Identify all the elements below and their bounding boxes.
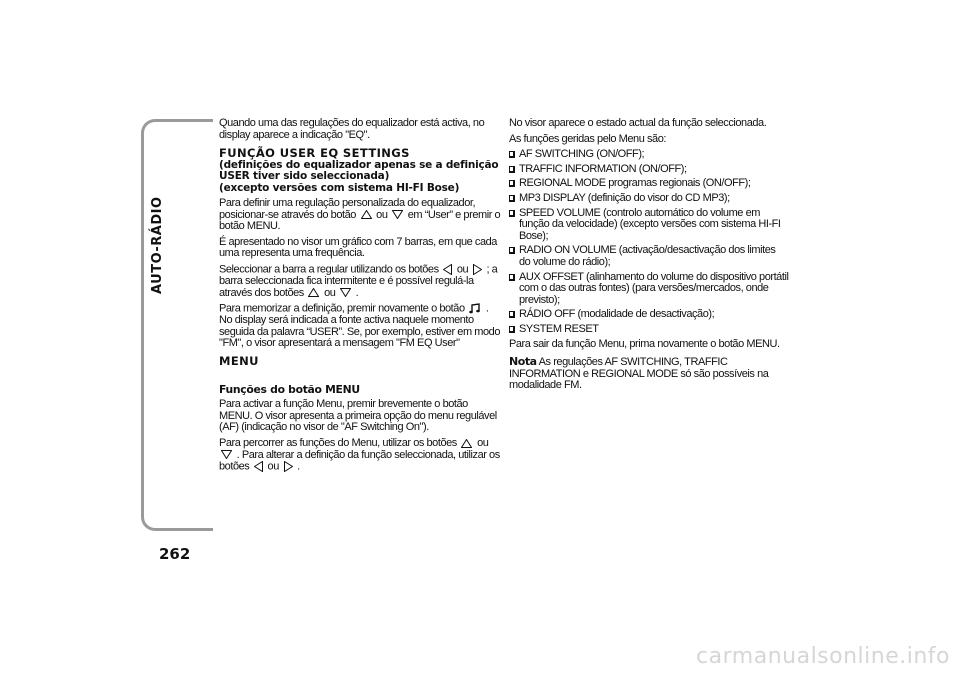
user-eq-paragraph-3: Seleccionar a barra a regular utilizando os botões ou ; a barra seleccionada fica intermitente e é possível regulá-la através dos botões ou . xyxy=(219,263,498,299)
down-triangle-icon xyxy=(392,210,403,219)
list-item: TRAFFIC INFORMATION (ON/OFF); xyxy=(509,164,789,176)
exit-menu-paragraph: Para sair da função Menu, prima novamente o botão MENU. xyxy=(509,337,780,350)
list-item: AUX OFFSET (alinhamento do volume do dispositivo portátil com o das outras fontes) (para versões/mercados, onde previsto); xyxy=(509,272,789,307)
checkbox-bullet-icon xyxy=(509,195,515,202)
eq-paragraph: Quando uma das regulações do equalizador está activa, no display aparece a indicação "EQ". xyxy=(219,117,485,141)
menu-state-paragraph: No visor aparece o estado actual da função seleccionada. xyxy=(509,117,767,129)
left-triangle-icon xyxy=(254,461,263,472)
list-item: SPEED VOLUME (controlo automático do volume em função da velocidade) (excepto versões com sistema HI-FI Bose); xyxy=(509,208,789,243)
margin-bracket xyxy=(141,119,213,531)
watermark: carmanualsonline.info xyxy=(696,644,950,669)
checkbox-bullet-icon xyxy=(509,326,515,333)
right-triangle-icon xyxy=(284,461,293,472)
menu-functions-heading: Funções do botão MENU xyxy=(219,382,360,396)
list-item: REGIONAL MODE programas regionais (ON/OFF); xyxy=(509,178,789,190)
user-eq-paragraph-1: Para definir uma regulação personalizada do equalizador, posicionar-se através do botão ou em “User” e premir o botão MENU. xyxy=(219,197,501,233)
checkbox-bullet-icon xyxy=(509,151,515,158)
list-item: MP3 DISPLAY (definição do visor do CD MP3); xyxy=(509,193,789,205)
user-eq-paragraph-4: Para memorizar a definição, premir novamente o botão . No display será indicada a fonte activa naquele momento seguida da palavra “USER”. Se, por exemplo, estiver em modo "FM", o visor apresentará a mensagem "FM EQ User" xyxy=(219,302,500,350)
left-triangle-icon xyxy=(443,264,452,275)
section-side-title: AUTO-RÁDIO xyxy=(150,196,165,294)
note-label: Nota xyxy=(509,355,537,369)
page-number: 262 xyxy=(159,545,191,563)
up-triangle-icon xyxy=(461,439,472,448)
user-eq-subheading-2: (excepto versões com sistema HI-FI Bose) xyxy=(219,181,460,194)
music-note-icon xyxy=(469,303,481,314)
user-eq-heading: FUNÇÃO USER EQ SETTINGS xyxy=(219,146,410,161)
up-triangle-icon xyxy=(361,210,372,219)
note-text: As regulações AF SWITCHING, TRAFFIC INFORMATION e REGIONAL MODE só são possíveis na modalidade FM. xyxy=(509,356,769,392)
left-column xyxy=(219,118,501,477)
menu-functions-intro: As funções geridas pelo Menu são: xyxy=(509,132,666,145)
list-item: RÁDIO OFF (modalidade de desactivação); xyxy=(509,309,789,321)
checkbox-bullet-icon xyxy=(509,166,515,173)
list-item: SYSTEM RESET xyxy=(509,324,789,336)
checkbox-bullet-icon xyxy=(509,311,515,318)
list-item: AF SWITCHING (ON/OFF); xyxy=(509,149,789,161)
up-triangle-icon xyxy=(308,288,319,297)
menu-functions-list xyxy=(509,149,789,335)
list-item: RADIO ON VOLUME (activação/desactivação dos limites do volume do rádio); xyxy=(509,245,789,268)
checkbox-bullet-icon xyxy=(509,180,515,187)
checkbox-bullet-icon xyxy=(509,247,515,254)
down-triangle-icon xyxy=(340,288,351,297)
checkbox-bullet-icon xyxy=(509,274,515,281)
right-triangle-icon xyxy=(473,264,482,275)
note-paragraph xyxy=(509,356,789,392)
user-eq-paragraph-2: É apresentado no visor um gráfico com 7 barras, em que cada uma representa uma frequência. xyxy=(219,235,497,260)
menu-paragraph-1: Para activar a função Menu, premir brevemente o botão MENU. O visor apresenta a primeira opção do menu regulável (AF) (indicação no visor de "AF Switching On"). xyxy=(219,398,497,434)
down-triangle-icon xyxy=(221,450,232,459)
menu-paragraph-2: Para percorrer as funções do Menu, utilizar os botões ou . Para alterar a definição da função seleccionada, utilizar os botões ou . xyxy=(219,436,500,473)
user-eq-subheading: (definições do equalizador apenas se a definição USER tiver sido seleccionada) xyxy=(219,158,499,183)
checkbox-bullet-icon xyxy=(509,210,515,217)
right-column xyxy=(509,118,789,396)
menu-heading: MENU xyxy=(219,353,259,368)
